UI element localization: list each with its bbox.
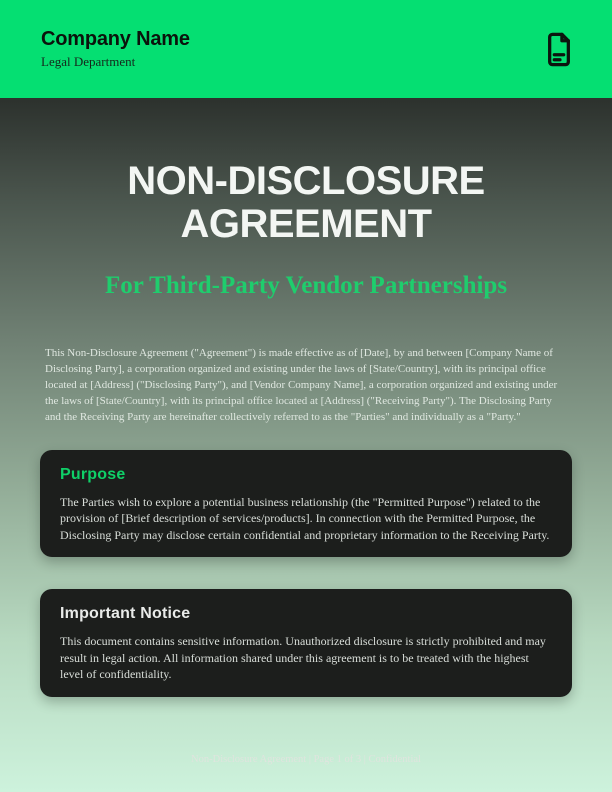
company-name: Company Name (41, 28, 190, 50)
cover-body (0, 98, 612, 792)
cover-title: NON-DISCLOSURE AGREEMENT (127, 159, 485, 246)
notice-body: This document contains sensitive information. Unauthorized disclosure is strictly prohibited and may result in legal action. All information shared under this agreement is to be treated with the highest level of confidentiality. (60, 634, 546, 682)
purpose-card (40, 450, 572, 558)
page-footer: Non-Disclosure Agreement | Page 1 of 3 | Confidential (191, 754, 421, 765)
notice-card (40, 589, 572, 697)
purpose-body: The Parties wish to explore a potential business relationship (the "Permitted Purpose") related to the provision of [Brief description of services/products]. In connection with the Permitted Purpose, the Disclosing Party may disclose certain confidential and proprietary information to the Receiving Party. (60, 494, 550, 542)
intro-paragraph: This Non-Disclosure Agreement ("Agreement") is made effective as of [Date], by and between [Company Name of Disclosing Party], a corporation organized and existing under the laws of [State/Country], with its principal office located at [Address] ("Disclosing Party"), and [Vendor Company Name], a corporation organized and existing under the laws of [State/Country], with its principal office located at [Address] ("Receiving Party"). The Disclosing Party and the Receiving Party are hereinafter collectively referred to as the "Parties" and individually as a "Party." (45, 346, 558, 423)
header (0, 0, 612, 98)
cover-subtitle: For Third-Party Vendor Partnerships (104, 272, 508, 299)
header-text-block (41, 28, 190, 70)
department-label: Legal Department (41, 54, 136, 69)
notice-heading: Important Notice (60, 605, 191, 623)
document-icon (545, 32, 573, 67)
purpose-heading: Purpose (60, 465, 126, 483)
